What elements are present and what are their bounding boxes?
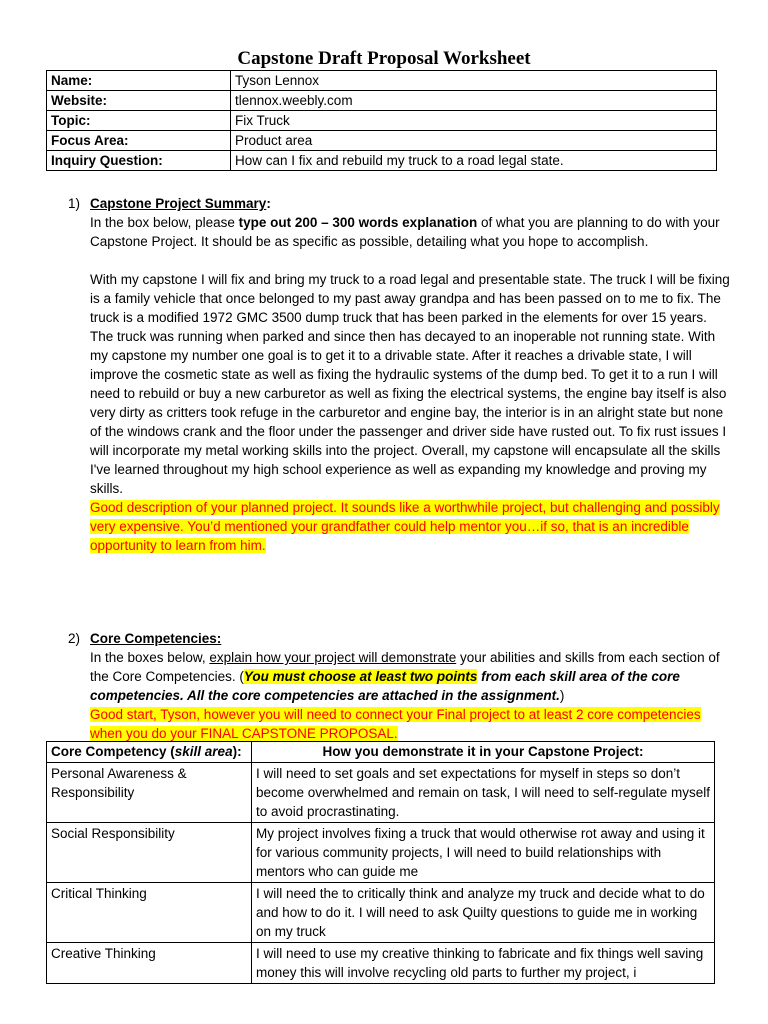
section-heading: Core Competencies: — [90, 631, 222, 646]
info-value: tlennox.weebly.com — [231, 91, 717, 111]
demonstration-cell: I will need to set goals and set expectations for myself in steps so don’t become overwhelmed and remain on task, I will need to self-regulate myself to avoid procrastinating. — [252, 763, 715, 823]
info-value: How can I fix and rebuild my truck to a road legal state. — [231, 151, 717, 171]
skill-area-cell: Social Responsibility — [47, 823, 252, 883]
table-header-row — [47, 742, 715, 763]
table-row — [47, 111, 717, 131]
info-label: Inquiry Question: — [47, 151, 231, 171]
table-row — [47, 131, 717, 151]
core-competency-table — [46, 741, 715, 984]
skill-area-cell: Personal Awareness & Responsibility — [47, 763, 252, 823]
table-row — [47, 943, 715, 984]
info-value: Product area — [231, 131, 717, 151]
info-label: Name: — [47, 71, 231, 91]
column-header: How you demonstrate it in your Capstone Project: — [252, 742, 715, 763]
section-number: 2) — [68, 631, 81, 646]
info-value: Fix Truck — [231, 111, 717, 131]
page-title: Capstone Draft Proposal Worksheet — [237, 48, 531, 69]
student-info-table — [46, 70, 717, 171]
skill-area-cell: Critical Thinking — [47, 883, 252, 943]
table-row — [47, 91, 717, 111]
section-number: 1) — [68, 196, 81, 211]
demonstration-cell: My project involves fixing a truck that would otherwise rot away and using it for various community projects, I will need to build relationships with mentors who can guide me — [252, 823, 715, 883]
summary-section — [90, 194, 730, 555]
table-row — [47, 151, 717, 171]
table-row — [47, 883, 715, 943]
competencies-instructions: In the boxes below, explain how your project will demonstrate your abilities and skills from each section of the Core Competencies. (You must choose at least two points from each skill area of the core competencies. All the core competencies are attached in the assignment.) — [90, 650, 720, 703]
column-header: Core Competency (skill area): — [47, 742, 252, 763]
demonstration-cell: I will need the to critically think and analyze my truck and decide what to do and how to do it. I will need to ask Quilty questions to guide me in working on my truck — [252, 883, 715, 943]
skill-area-cell: Creative Thinking — [47, 943, 252, 984]
table-row — [47, 823, 715, 883]
info-label: Focus Area: — [47, 131, 231, 151]
teacher-feedback: Good start, Tyson, however you will need to connect your Final project to at least 2 core competencies when you do your FINAL CAPSTONE PROPOSAL. — [90, 707, 701, 741]
info-label: Topic: — [47, 111, 231, 131]
info-label: Website: — [47, 91, 231, 111]
table-row — [47, 71, 717, 91]
teacher-feedback: Good description of your planned project. It sounds like a worthwhile project, but challenging and possibly very expensive. You’d mentioned your grandfather could help mentor you…if so, that is an incredible opportunity to learn from him. — [90, 500, 720, 553]
demonstration-cell: I will need to use my creative thinking to fabricate and fix things well saving money this will involve recycling old parts to further my project, i — [252, 943, 715, 984]
summary-instructions: In the box below, please type out 200 – 300 words explanation of what you are planning to do with your Capstone Project. It should be as specific as possible, detailing what you hope to accomplish. — [90, 215, 720, 249]
summary-body: With my capstone I will fix and bring my truck to a road legal and presentable state. The truck I will be fixing is a family vehicle that once belonged to my past away grandpa and has been passed on to me to fix. The truck is a modified 1972 GMC 3500 dump truck that has been parked in the elements for over 15 years. The truck was running when parked and since then has decayed to an inoperable not running state. With my capstone my number one goal is to get it to a drivable state. After it reaches a drivable state, I will improve the cosmetic state as well as fixing the hydraulic systems of the dump bed. To get it to a run I will need to rebuild or buy a new carburetor as well as fixing the electrical systems, the engine bay itself is also very dirty as critters took refuge in the carburetor and engine bay, the interior is in an alright state but none of the windows crank and the floor under the passenger and driver side have rusted out. To fix rust issues I will incorporate my metal working skills into the project. Overall, my capstone will encapsulate all the skills I've learned throughout my high school experience as well as expanding my knowledge and proving my skills. — [90, 272, 730, 496]
table-row — [47, 763, 715, 823]
info-value: Tyson Lennox — [231, 71, 717, 91]
competencies-section — [90, 629, 730, 743]
section-heading: Capstone Project Summary: — [90, 196, 271, 211]
